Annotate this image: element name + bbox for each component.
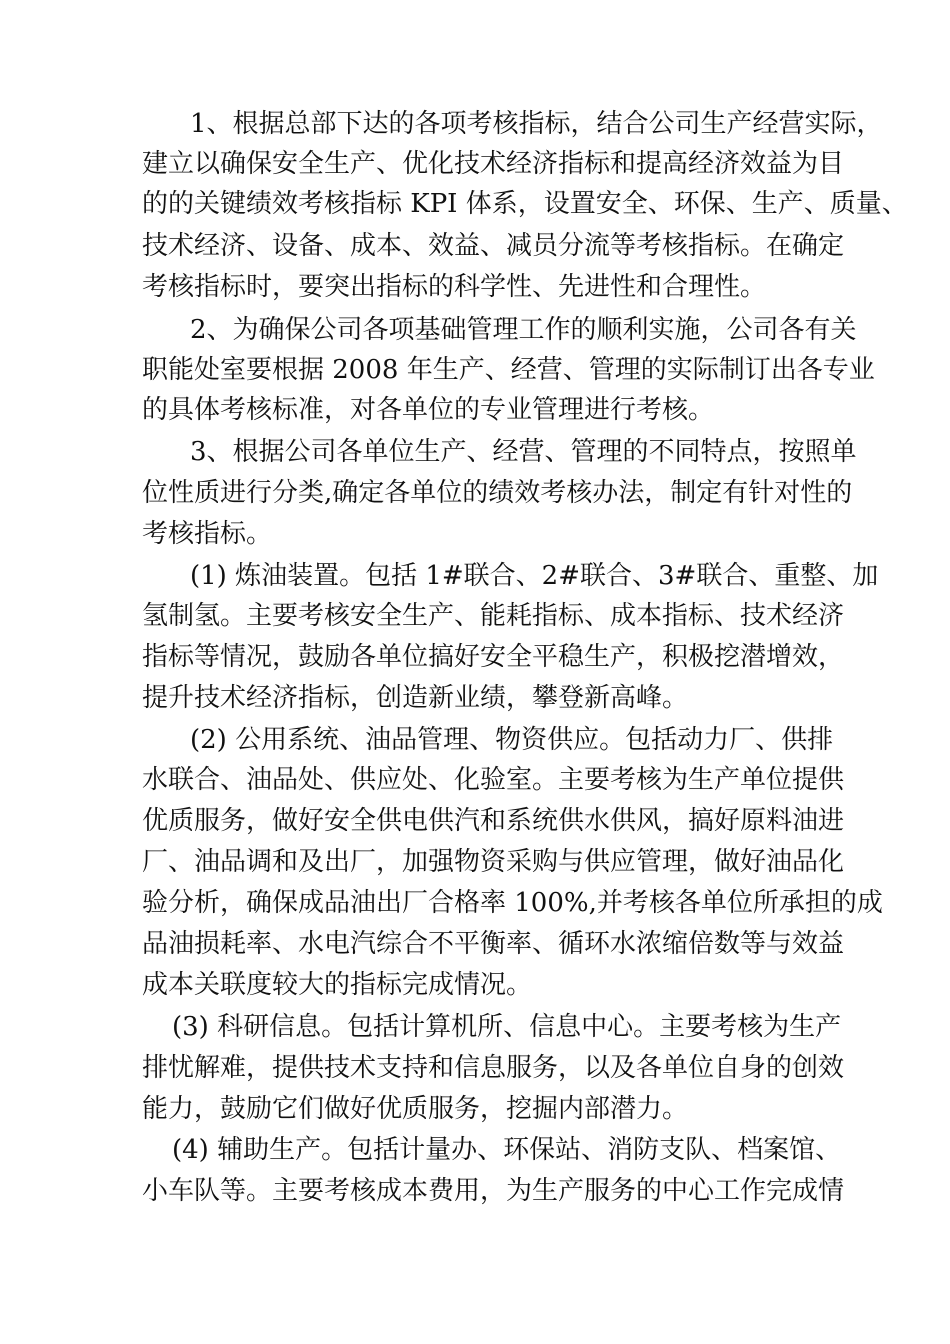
text-line: 的的关键绩效考核指标 KPI 体系，设置安全、环保、生产、质量、 <box>142 189 908 219</box>
text-line: 氢制氢。主要考核安全生产、能耗指标、成本指标、技术经济 <box>142 601 845 631</box>
text-line: (4) 辅助生产。包括计量办、环保站、消防支队、档案馆、 <box>172 1135 842 1165</box>
text-line: 成本关联度较大的指标完成情况。 <box>142 970 533 1000</box>
text-line: 优质服务，做好安全供电供汽和系统供水供风，搞好原料油进 <box>142 806 845 836</box>
text-line: 排忧解难，提供技术支持和信息服务，以及各单位自身的创效 <box>142 1053 845 1083</box>
text-line: 3、根据公司各单位生产、经营、管理的不同特点，按照单 <box>190 437 857 467</box>
text-line: (3) 科研信息。包括计算机所、信息中心。主要考核为生产 <box>172 1012 842 1042</box>
text-line: 的具体考核标准，对各单位的专业管理进行考核。 <box>142 395 715 425</box>
text-line: 厂、油品调和及出厂，加强物资采购与供应管理，做好油品化 <box>142 847 845 877</box>
text-line: 指标等情况，鼓励各单位搞好安全平稳生产，积极挖潜增效， <box>142 642 845 672</box>
text-line: 能力，鼓励它们做好优质服务，挖掘内部潜力。 <box>142 1094 689 1124</box>
text-line: 提升技术经济指标，创造新业绩，攀登新高峰。 <box>142 683 689 713</box>
text-line: 验分析，确保成品油出厂合格率 100%,并考核各单位所承担的成 <box>142 888 883 918</box>
text-line: 技术经济、设备、成本、效益、减员分流等考核指标。在确定 <box>142 231 845 261</box>
text-line: 位性质进行分类,确定各单位的绩效考核办法，制定有针对性的 <box>142 478 853 508</box>
text-line: (2) 公用系统、油品管理、物资供应。包括动力厂、供排 <box>190 725 834 755</box>
text-line: 建立以确保安全生产、优化技术经济指标和提高经济效益为目 <box>142 149 845 179</box>
text-line: 水联合、油品处、供应处、化验室。主要考核为生产单位提供 <box>142 765 845 795</box>
text-line: (1) 炼油装置。包括 1#联合、2#联合、3#联合、重整、加 <box>190 561 879 591</box>
text-line: 2、为确保公司各项基础管理工作的顺利实施，公司各有关 <box>190 315 857 345</box>
text-line: 考核指标时，要突出指标的科学性、先进性和合理性。 <box>142 272 767 302</box>
text-line: 考核指标。 <box>142 519 273 549</box>
text-line: 小车队等。主要考核成本费用，为生产服务的中心工作完成情 <box>142 1176 845 1206</box>
text-line: 1、根据总部下达的各项考核指标，结合公司生产经营实际， <box>190 109 883 139</box>
text-line: 品油损耗率、水电汽综合不平衡率、循环水浓缩倍数等与效益 <box>142 929 845 959</box>
text-line: 职能处室要根据 2008 年生产、经营、管理的实际制订出各专业 <box>142 355 875 385</box>
